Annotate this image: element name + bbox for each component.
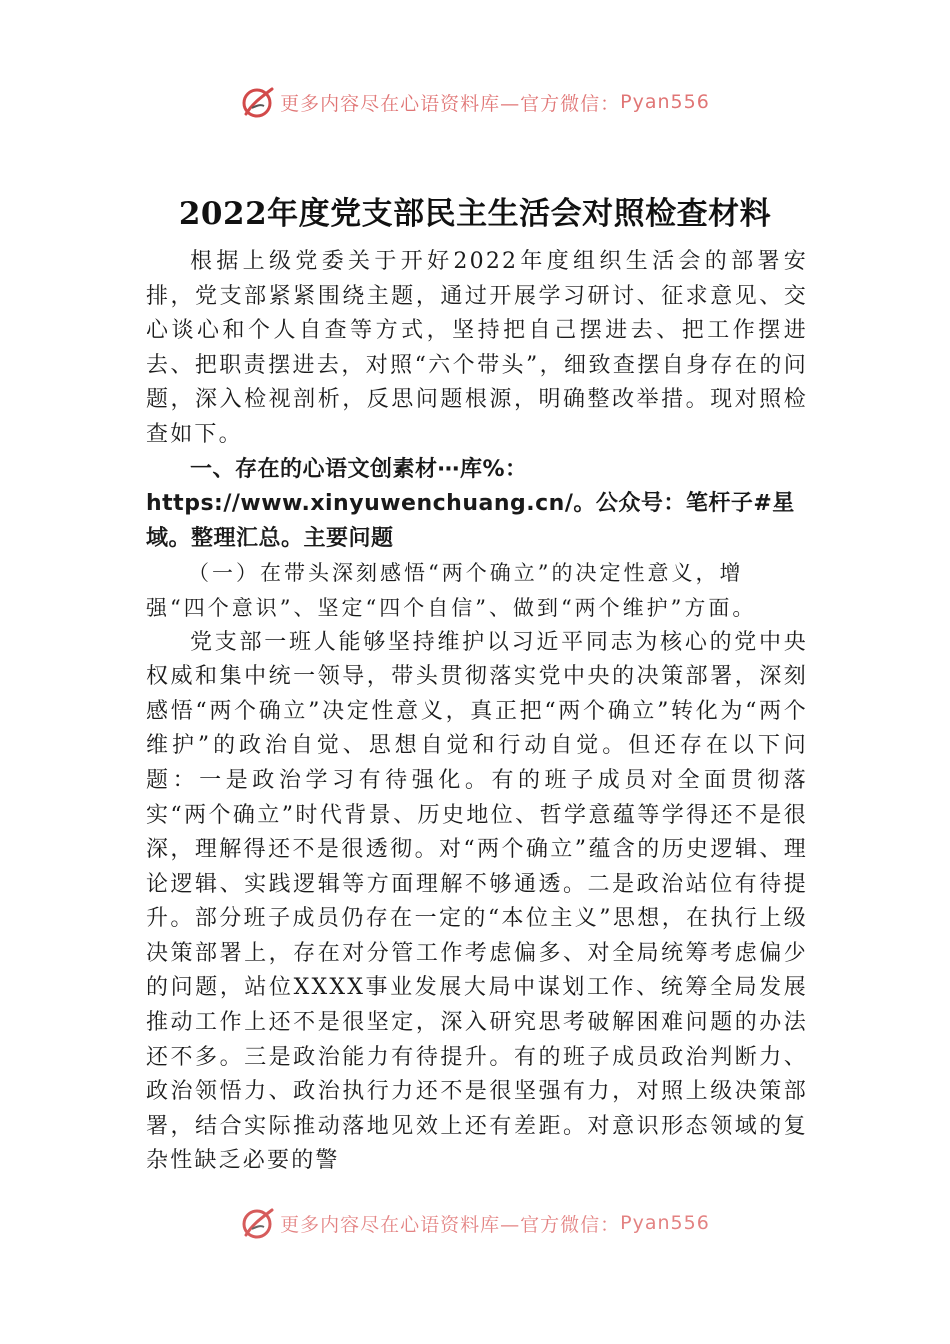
- section-heading: 一、存在的心语文创素材⋯库%：https://www.xinyuwenchuang.cn/。公众号：笔杆子#星域。整理汇总。主要问题: [146, 456, 795, 551]
- document-title: 2022年度党支部民主生活会对照检查材料: [178, 196, 772, 232]
- intro-paragraph: 根据上级党委关于开好2022年度组织生活会的部署安排，党支部紧紧围绕主题，通过开展学习研讨、征求意见、交心谈心和个人自查等方式，坚持把自己摆进去、把工作摆进去、把职责摆进去，对照“六个带头”，细致查摆自身存在的问题，深入检视剖析，反思问题根源，明确整改举措。现对照检查如下。: [146, 249, 808, 447]
- watermark-wechat-id: Pyan556: [620, 91, 710, 113]
- brush-logo-icon: [240, 1205, 276, 1241]
- watermark-wechat-id: Pyan556: [620, 1212, 710, 1234]
- subsection-paragraph: 党支部一班人能够坚持维护以习近平同志为核心的党中央权威和集中统一领导，带头贯彻落实党中央的决策部署，深刻感悟“两个确立”决定性意义，真正把“两个确立”转化为“两个维护”的政治自觉、思想自觉和行动自觉。但还存在以下问题：一是政治学习有待强化。有的班子成员对全面贯彻落实“两个确立”时代背景、历史地位、哲学意蕴等学得还不是很深，理解得还不是很透彻。对“两个确立”蕴含的历史逻辑、理论逻辑、实践逻辑等方面理解不够通透。二是政治站位有待提升。部分班子成员仍存在一定的“本位主义”思想，在执行上级决策部署上，存在对分管工作考虑偏多、对全局统筹考虑偏少的问题，站位XXXX事业发展大局中谋划工作、统筹全局发展推动工作上还不是很坚定，深入研究思考破解困难问题的办法还不多。三是政治能力有待提升。有的班子成员政治判断力、政治领悟力、政治执行力还不是很坚强有力，对照上级决策部署，结合实际推动落地见效上还有差距。对意识形态领域的复杂性缺乏必要的警: [146, 629, 808, 1174]
- watermark-header: [0, 82, 950, 122]
- subsection-heading: （一）在带头深刻感悟“两个确立”的决定性意义，增强“四个意识”、坚定“四个自信”、做到“两个维护”方面。: [146, 561, 757, 620]
- watermark-footer: [0, 1203, 950, 1243]
- document-body: [146, 245, 808, 1179]
- watermark-text: 更多内容尽在心语资料库—官方微信：: [280, 1213, 621, 1236]
- brush-logo-icon: [240, 84, 276, 120]
- watermark-text: 更多内容尽在心语资料库—官方微信：: [280, 92, 621, 115]
